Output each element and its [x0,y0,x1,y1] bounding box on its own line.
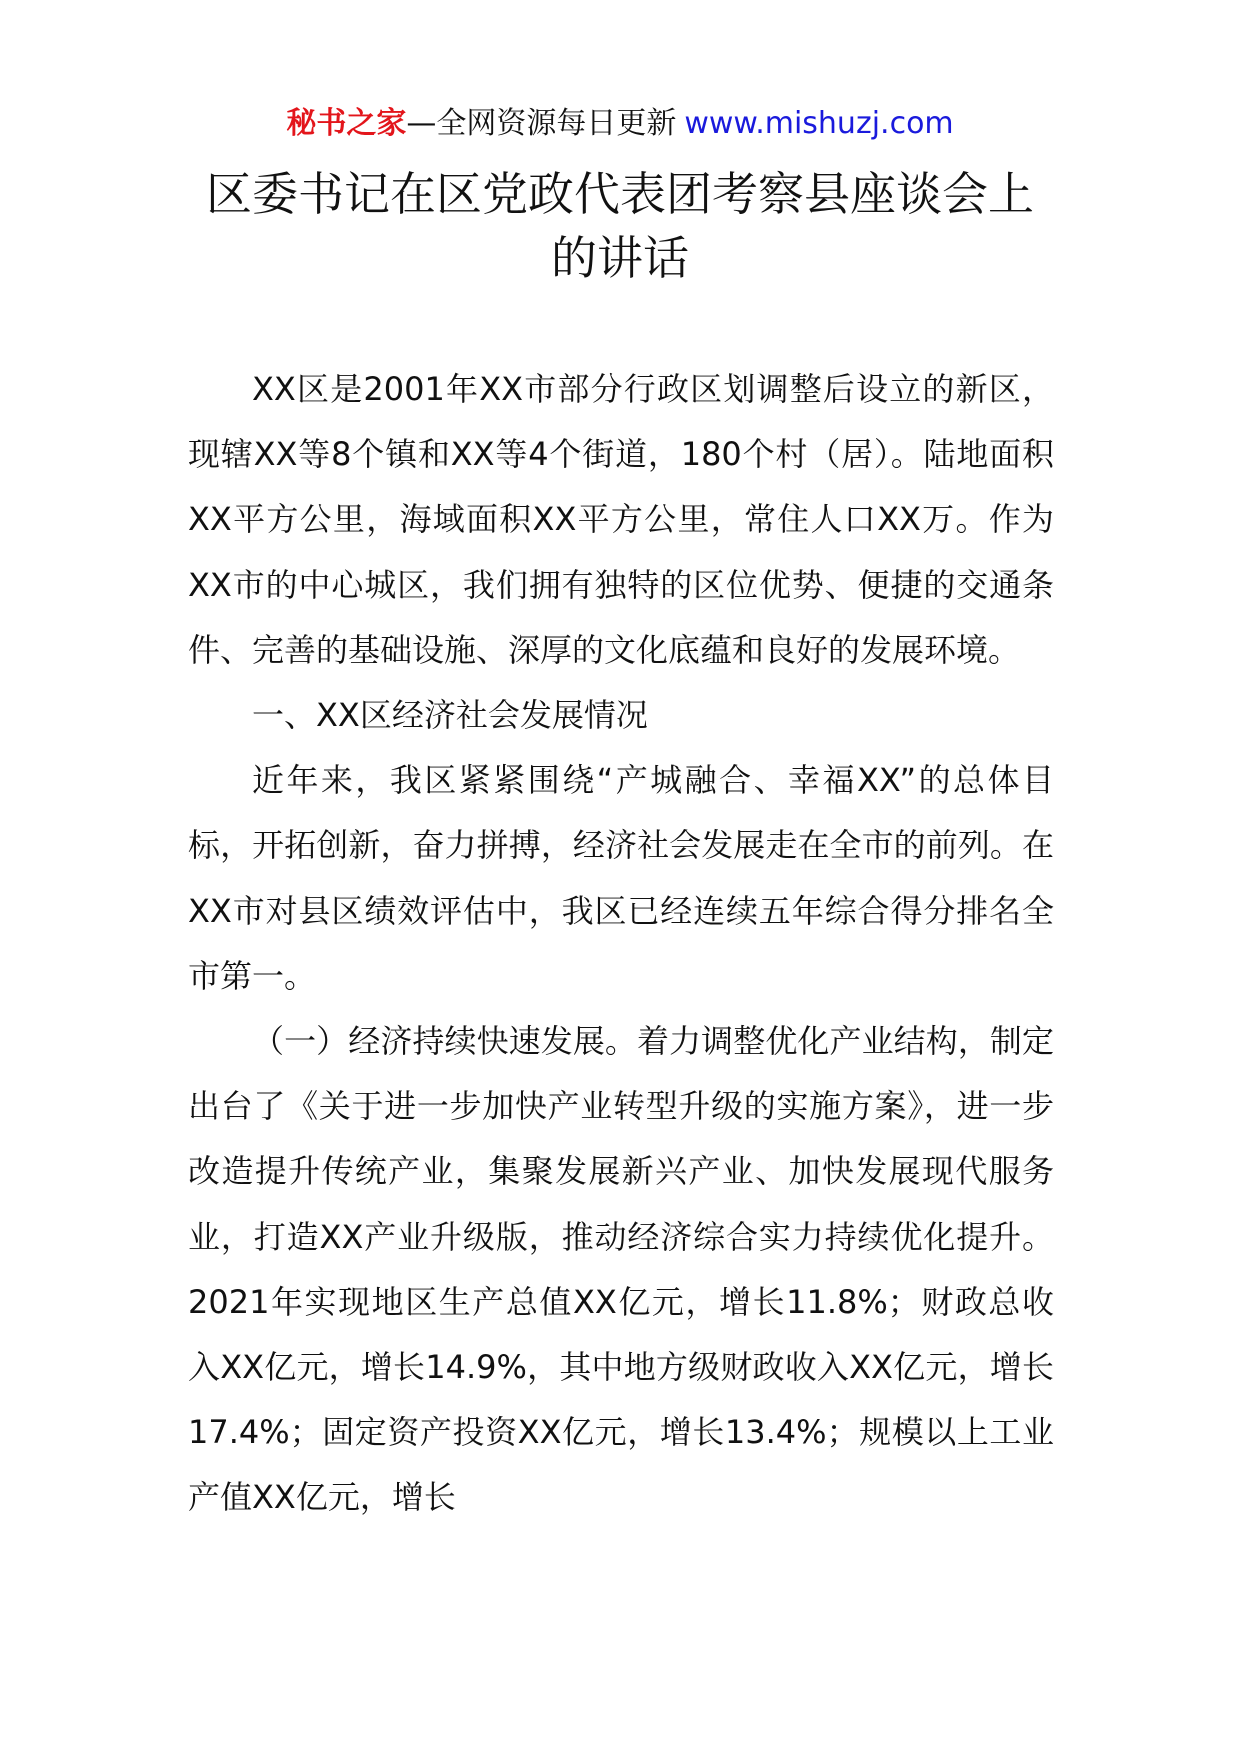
paragraph-intro: XX区是2001年XX市部分行政区划调整后设立的新区，现辖XX等8个镇和XX等4个街道，180个村（居）。陆地面积XX平方公里，海域面积XX平方公里，常住人口XX万。作为XX市的中心城区，我们拥有独特的区位优势、便捷的交通条件、完善的基础设施、深厚的文化底蕴和良好的发展环境。 [188,370,1054,669]
paragraph-economy: （一）经济持续快速发展。着力调整优化产业结构，制定出台了《关于进一步加快产业转型升级的实施方案》，进一步改造提升传统产业，集聚发展新兴产业、加快发展现代服务业，打造XX产业升级版，推动经济综合实力持续优化提升。2021年实现地区生产总值XX亿元，增长11.8%；财政总收入XX亿元，增长14.9%，其中地方级财政收入XX亿元，增长17.4%；固定资产投资XX亿元，增长13.4%；规模以上工业产值XX亿元，增长 [188,1022,1054,1517]
site-header [0,102,1240,146]
paragraph-overview: 近年来，我区紧紧围绕“产城融合、幸福XX”的总体目标，开拓创新，奋力拼搏，经济社会发展走在全市的前列。在XX市对县区绩效评估中，我区已经连续五年综合得分排名全市第一。 [188,761,1054,995]
document-body [188,357,1054,1531]
document-title-line-2: 的讲话 [551,231,689,285]
site-brand: 秘书之家 [286,106,407,141]
section-heading: 一、XX区经济社会发展情况 [252,696,648,735]
site-url-link[interactable]: www.mishuzj.com [684,106,954,141]
document-title-line-1: 区委书记在区党政代表团考察县座谈会上 [206,167,1034,221]
document-title [170,162,1070,290]
site-tagline: —全网资源每日更新 [406,106,677,141]
